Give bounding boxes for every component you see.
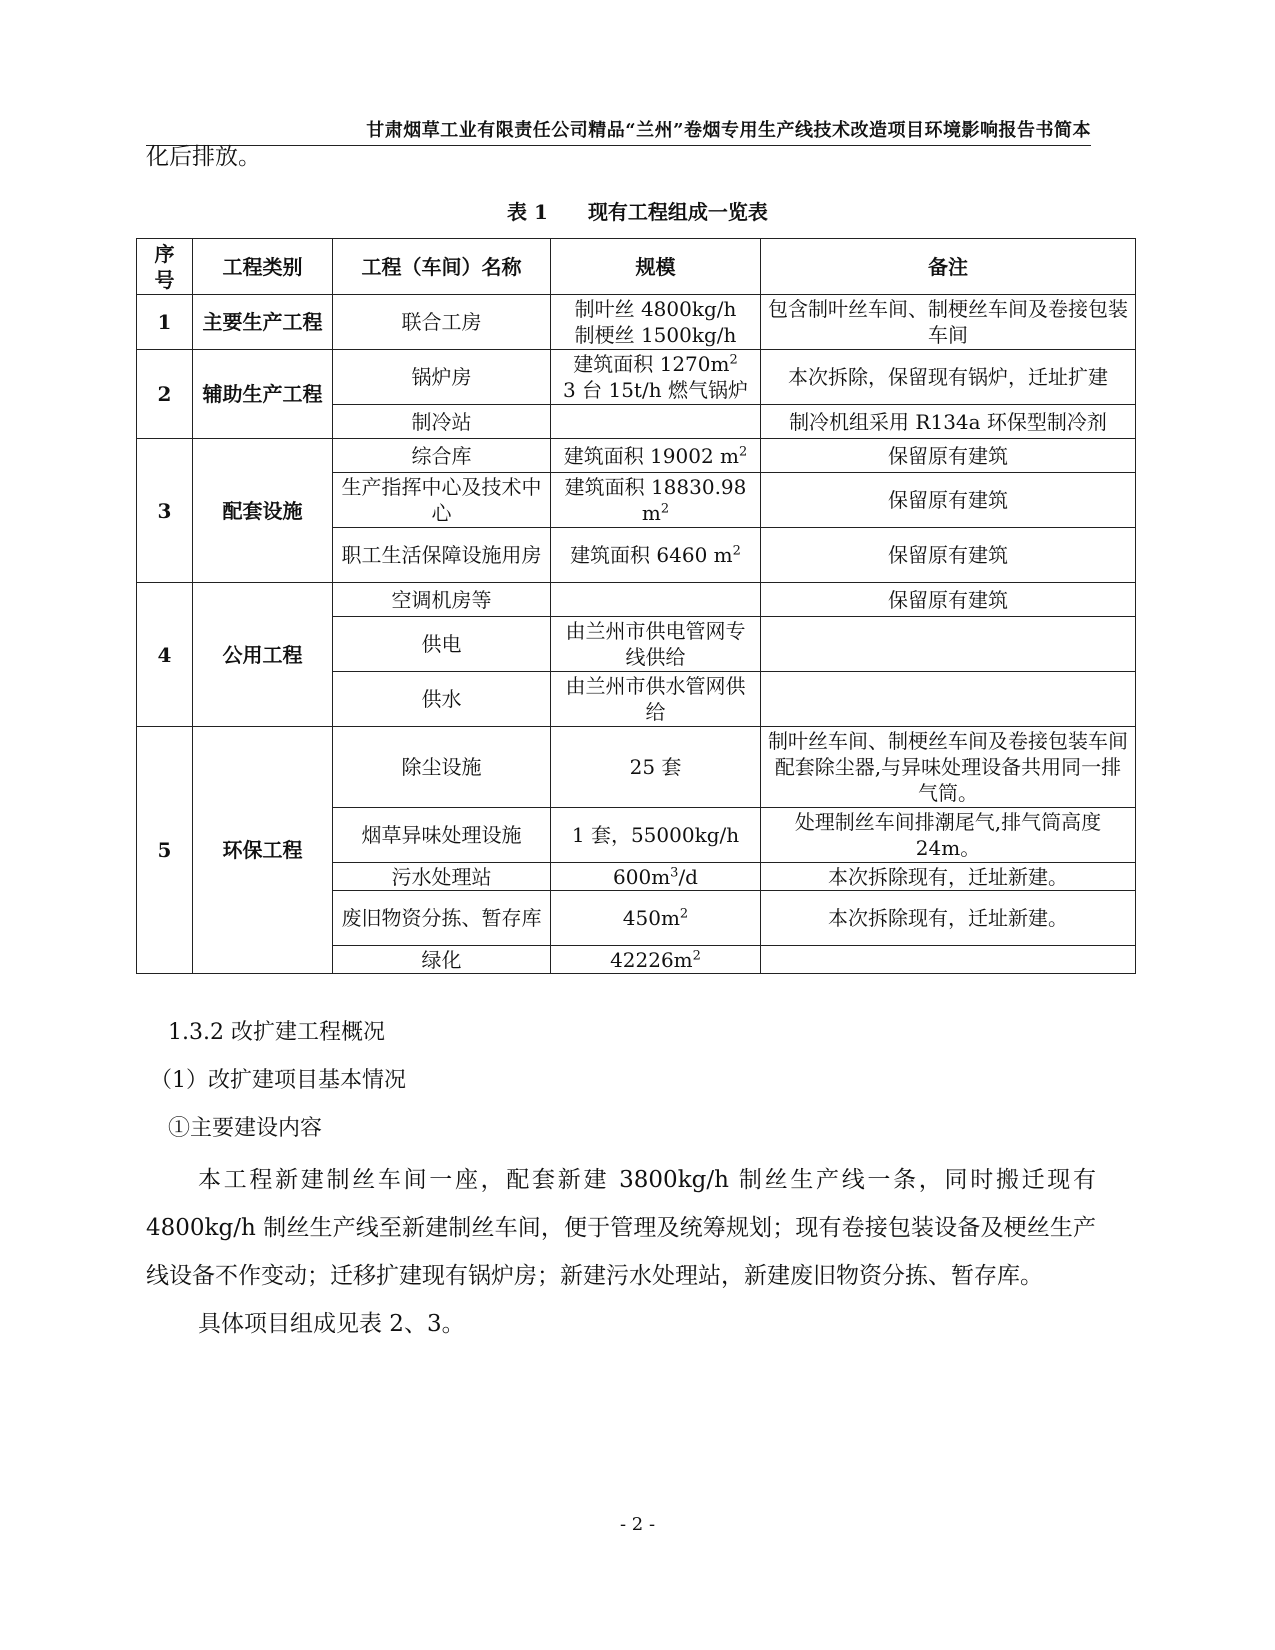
cell-name: 制冷站 [333, 405, 551, 439]
scale-text: 建筑面积 19002 m [563, 443, 740, 468]
cell-name: 供电 [333, 617, 551, 672]
header-rule [146, 145, 1091, 146]
cell-scale [551, 583, 761, 617]
header-note: 备注 [761, 239, 1136, 295]
cell-note: 保留原有建筑 [761, 439, 1136, 473]
header-scale: 规模 [551, 239, 761, 295]
table-caption-number: 表 1 [507, 200, 548, 224]
cell-scale [551, 863, 761, 891]
cell-note: 制冷机组采用 R134a 环保型制冷剂 [761, 405, 1136, 439]
cell-name: 生产指挥中心及技术中心 [333, 473, 551, 528]
superscript: 2 [660, 501, 670, 517]
section-heading: 1.3.2 改扩建工程概况 [168, 1020, 385, 1045]
scale-text: 600m [613, 864, 671, 889]
superscript: 3 [670, 864, 679, 880]
cell-note: 本次拆除现有，迁址新建。 [761, 863, 1136, 891]
scale-text: 42226m [610, 947, 693, 972]
cell-note: 制叶丝车间、制梗丝车间及卷接包装车间配套除尘器,与异味处理设备共用同一排气筒。 [761, 727, 1136, 808]
cell-note: 本次拆除，保留现有锅炉，迁址扩建 [761, 350, 1136, 405]
body-paragraph-ref: 具体项目组成见表 2、3。 [198, 1311, 465, 1337]
table-caption-title: 现有工程组成一览表 [587, 200, 768, 224]
scale-suffix: /d [678, 864, 698, 889]
item-heading: ①主要建设内容 [168, 1116, 323, 1141]
superscript: 2 [729, 352, 738, 368]
cell-note: 保留原有建筑 [761, 473, 1136, 528]
scale-line: 3 台 15t/h 燃气锅炉 [563, 378, 748, 402]
scale-line: 制叶丝 4800kg/h [574, 297, 737, 321]
table-header-row [137, 239, 1136, 295]
cell-scale [551, 439, 761, 473]
group-category: 主要生产工程 [193, 295, 333, 350]
header-name: 工程（车间）名称 [333, 239, 551, 295]
group-category: 环保工程 [193, 727, 333, 974]
group-category: 配套设施 [193, 439, 333, 583]
cell-name: 职工生活保障设施用房 [333, 528, 551, 583]
cell-note: 保留原有建筑 [761, 528, 1136, 583]
cell-scale: 由兰州市供水管网供给 [551, 672, 761, 727]
body-paragraph: 本工程新建制丝车间一座，配套新建 3800kg/h 制丝生产线一条，同时搬迁现有 4800kg/h 制丝生产线至新建制丝车间，便于管理及统筹规划；现有卷接包装设备及梗丝生产线设备不作变动；迁移扩建现有锅炉房；新建污水处理站，新建废旧物资分拣、暂存库。 [146, 1167, 1096, 1289]
cell-name: 联合工房 [333, 295, 551, 350]
cell-note: 包含制叶丝车间、制梗丝车间及卷接包装车间 [761, 295, 1136, 350]
cell-scale: 1 套，55000kg/h [551, 808, 761, 863]
superscript: 2 [692, 947, 701, 963]
cell-name: 污水处理站 [333, 863, 551, 891]
header-category: 工程类别 [193, 239, 333, 295]
cell-name: 烟草异味处理设施 [333, 808, 551, 863]
sub-heading: （1）改扩建项目基本情况 [150, 1068, 406, 1093]
cell-scale [551, 473, 761, 528]
group-category: 辅助生产工程 [193, 350, 333, 439]
scale-text: 建筑面积 6460 m [570, 543, 733, 567]
cell-scale [551, 946, 761, 974]
cell-note [761, 946, 1136, 974]
header-no: 序号 [137, 239, 193, 295]
scale-line: 制梗丝 1500kg/h [574, 323, 737, 347]
cell-scale: 25 套 [551, 727, 761, 808]
group-no: 3 [137, 439, 193, 583]
group-no: 4 [137, 583, 193, 727]
table-row [137, 727, 1136, 808]
cell-scale: 由兰州市供电管网专线供给 [551, 617, 761, 672]
cell-name: 除尘设施 [333, 727, 551, 808]
cell-note: 处理制丝车间排潮尾气,排气筒高度24m。 [761, 808, 1136, 863]
group-no: 2 [137, 350, 193, 439]
cell-note: 本次拆除现有，迁址新建。 [761, 891, 1136, 946]
table-row [137, 350, 1136, 405]
cell-scale [551, 350, 761, 405]
intro-line: 化后排放。 [146, 144, 261, 170]
scale-text: 建筑面积 18830.98 m [564, 475, 747, 525]
table-caption [0, 196, 1275, 225]
cell-name: 综合库 [333, 439, 551, 473]
cell-note: 保留原有建筑 [761, 583, 1136, 617]
existing-project-table [136, 238, 1136, 974]
table-row [137, 583, 1136, 617]
scale-text: 450m [622, 906, 680, 930]
cell-scale [551, 405, 761, 439]
superscript: 2 [739, 443, 748, 459]
cell-name: 空调机房等 [333, 583, 551, 617]
page-number: - 2 - [619, 1514, 656, 1535]
cell-name: 废旧物资分拣、暂存库 [333, 891, 551, 946]
scale-line: 建筑面积 1270m [573, 352, 730, 376]
superscript: 2 [679, 906, 689, 922]
cell-name: 供水 [333, 672, 551, 727]
cell-name: 锅炉房 [333, 350, 551, 405]
table-row [137, 295, 1136, 350]
group-no: 1 [137, 295, 193, 350]
cell-scale [551, 295, 761, 350]
table-row [137, 439, 1136, 473]
cell-scale [551, 891, 761, 946]
cell-name: 绿化 [333, 946, 551, 974]
group-category: 公用工程 [193, 583, 333, 727]
running-header: 甘肃烟草工业有限责任公司精品“兰州”卷烟专用生产线技术改造项目环境影响报告书简本 [366, 120, 1091, 141]
cell-scale [551, 528, 761, 583]
group-no: 5 [137, 727, 193, 974]
cell-note [761, 672, 1136, 727]
cell-note [761, 617, 1136, 672]
superscript: 2 [732, 543, 741, 559]
